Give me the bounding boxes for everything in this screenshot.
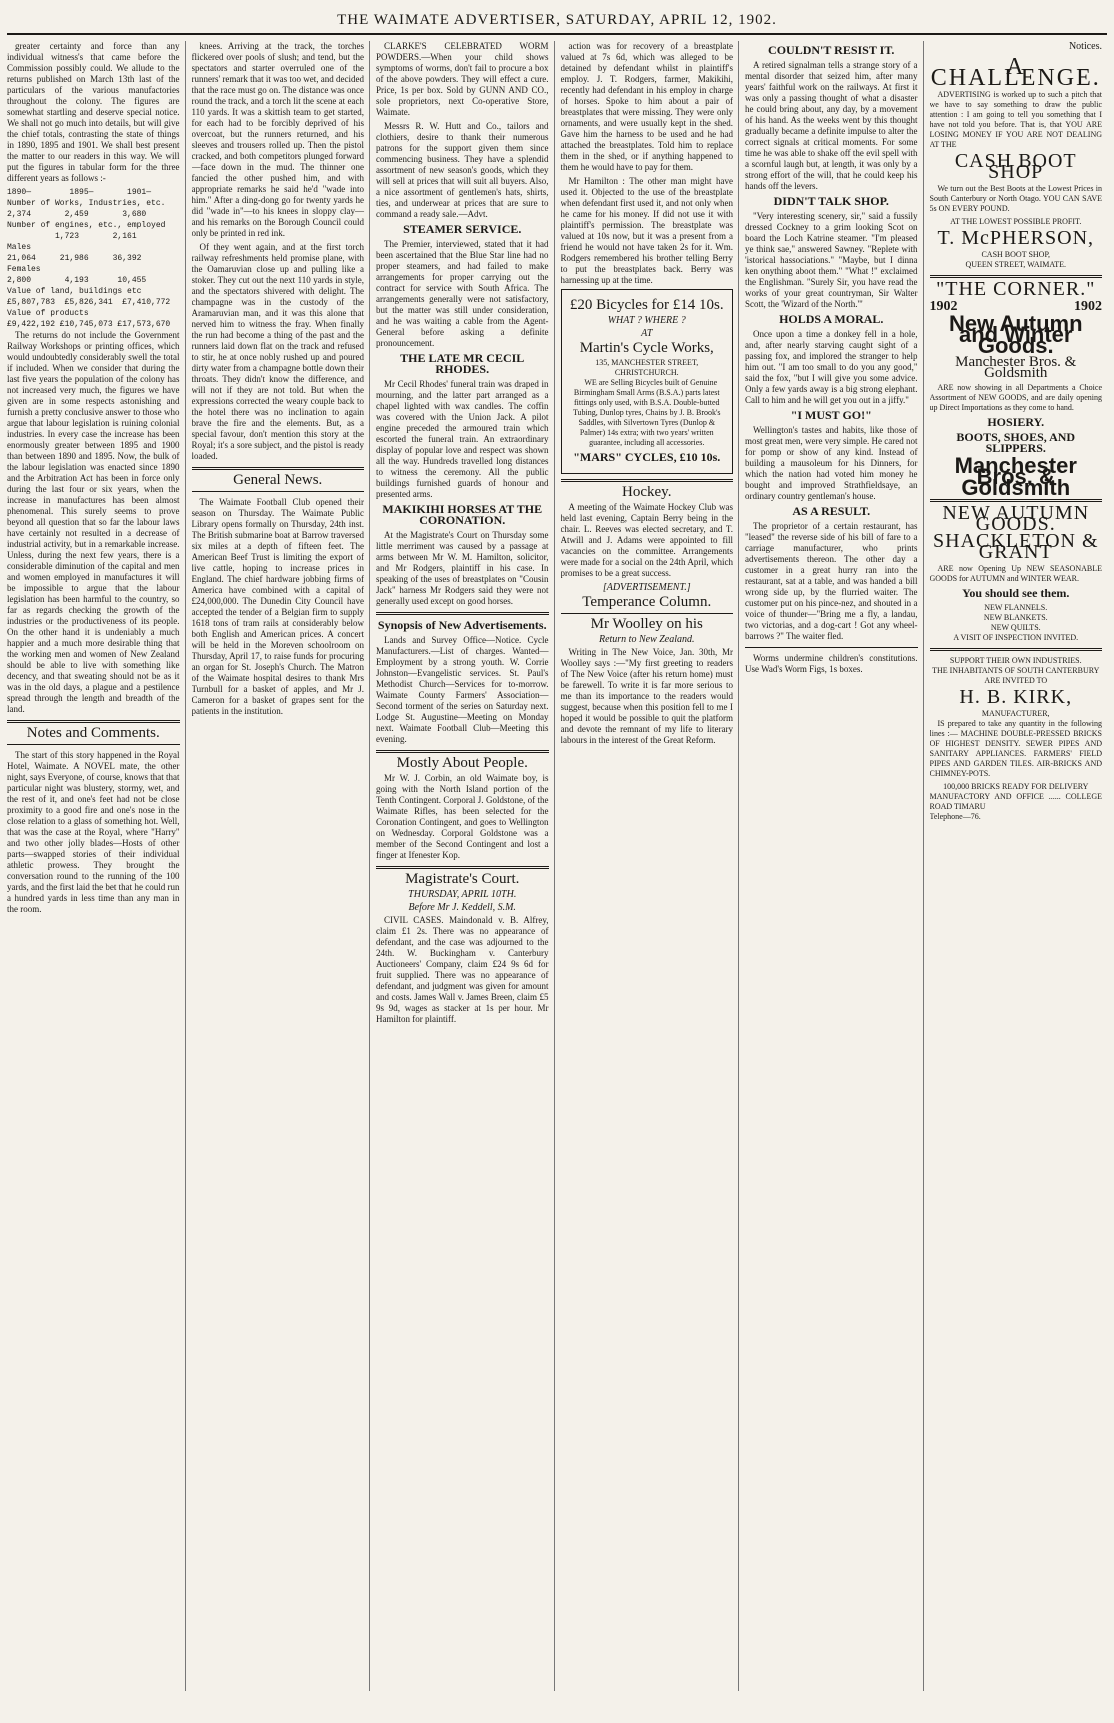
article-text: The start of this story happened in the Royal Hotel, Waimate. A NOVEL mate, the other night, says Everyone, of course, knows that that particular night was blustery, stormy, wet, and the rest of it, and one's feet had not be close proximity to a good fire and one's nose in the close relation to a glass of something hot. Well, that was the case at the Royal, where "Harry" and two other jolly blades—Hosts of other parts—swapped stories of their individual athletic prowess. They brought the conversation round to the running of the 100 yards, and the first laid the bet that he could run a hundred yards in less time than any man in the room. — [7, 750, 180, 914]
cash-boot-address: CASH BOOT SHOP, — [981, 250, 1051, 259]
boots-heading: BOOTS, SHOES, AND SLIPPERS. — [956, 430, 1076, 455]
table-line: Number of Works, Industries, etc. — [7, 199, 166, 208]
table-line: £5,807,783 £5,826,341 £7,410,772 — [7, 298, 171, 307]
shackleton-heading: SHACKLETON & GRANT — [932, 530, 1099, 563]
divider — [745, 647, 918, 648]
table-line: 21,064 21,986 36,392 — [7, 254, 142, 263]
section-heading: Hockey. — [622, 484, 672, 500]
column-1 — [7, 41, 186, 1691]
story-title: DIDN'T TALK SHOP. — [773, 194, 889, 208]
divider — [561, 479, 734, 482]
support-industries: SUPPORT THEIR OWN INDUSTRIES. — [949, 656, 1082, 665]
article-text: The Premier, interviewed, stated that it had been ascertained that the Blue Star line had no proper steamers, and had failed to make arrangements for proper carrying out the contract for service with South Africa. The arrangements generally were not satisfactory, but the matter was still under consideration, and he was waiting a cable from the Agent-General before asking a definite pronouncement. — [376, 239, 549, 348]
kirk-name: H. B. KIRK, — [959, 686, 1073, 708]
article-text: "Very interesting scenery, sir," said a fussily dressed Cockney to a grim looking Scot on board the Loch Katrine steamer. "I'm pleased ye think sae," answered Sawney. "Replete with 'istorical hassociations." "Maybe, but I dinna ken onything aboot them." "What !" exclaimed the Englishman. "Surely Sir, you have read the works of your great countryman, Sir Walter Scott, the 'Wizard of the North.'" — [745, 211, 918, 309]
advertisement-label: [ADVERTISEMENT.] — [602, 582, 691, 593]
article-text: Once upon a time a donkey fell in a hole, and, after nearly starving caught sight of a passing fox, and implored the stranger to help him out. "I am too small to do you any good," said the fox, "but I will give you some advice. Only a few yards away is a big strong elephant. Call to him and he will get you out in a jiffy." — [745, 329, 918, 405]
divider — [376, 750, 549, 753]
story-title: AS A RESULT. — [792, 504, 871, 518]
article-text: Mr Cecil Rhodes' funeral train was draped in mourning, and the latter part arranged as a chapel lighted with wax candles. The coffin was covered with the Union Jack. A pilot engine preceded the armoured train which escorted the funeral train. An extraordinary display of popular love and respect was shown all the way. Hundreds travelled long distances to witness the ceremony. All the public buildings furnished guards of honour and presented arms. — [376, 379, 549, 499]
table-line: 1,723 2,161 — [7, 232, 137, 241]
visit-invitation: A VISIT OF INSPECTION INVITED. — [953, 633, 1079, 642]
bicycle-advertisement — [561, 289, 734, 474]
flannels: NEW FLANNELS. — [984, 603, 1048, 612]
article-text: Of they went again, and at the first torch railway refreshments held promise plane, with the Oamaruvian close up and pulling like a stoker. They cut out the next 110 yards in style, and the spectators shivered with delight. The champagne was in the custody of the Aramaruvian man, and it was this alone that nerved him to witness the fray. When finally the run had become a thing of the past and the runners laid down flat on the track and refused to stir, he at once nobly rushed up and poured dirty water from a champagne bottle down their throats. They didn't know the difference, and will not if they are not told. But when the expressions corrected the weary couple back to the hotel there was no inclination to again brave the fire and the elements. But, as a special favour, don't mention this story at the Royal; it's a sore subject, and the pistol is ready loaded. — [191, 242, 364, 461]
column-3 — [376, 41, 555, 1691]
masthead: THE WAIMATE ADVERTISER, SATURDAY, APRIL 12, 1902. — [7, 6, 1107, 35]
shackleton-text: ARE now Opening Up NEW SEASONABLE GOODS for AUTUMN and WINTER WEAR. — [929, 564, 1102, 583]
table-line: 1890— 1895— 1901— — [7, 188, 152, 197]
article-text: The proprietor of a certain restaurant, has "leased" the reverse side of his bill of fare to a carriage manufacturer, who prints advertisements thereon. The other day a customer in a great hurry ran into the restaurant, sat at a table, and was handed a bill wrong side up, by the flurried waiter. The customer put on his pince-nez, and shouted in a voice of thunder—"Bring me a fly, a landau, two victorias, and a dog-cart ! Got any wheel-barrows ?" The waiter fled. — [745, 521, 918, 641]
challenge-text: ADVERTISING is worked up to such a pitch that we have to say something to draw the public attention : I am going to tell you something that I have not told you before. That is, that YOU ARE LOSING MONEY IF YOU ARE NOT DEALING AT THE — [929, 90, 1102, 149]
the-corner-heading: "THE CORNER." — [936, 278, 1096, 300]
article-text: At the Magistrate's Court on Thursday some little merriment was caused by a passage at arms between Mr W. M. Hamilton, solicitor, and Mr Rodgers, plaintiff in his case. In speaking of the uses of breastplates on "Cousin Jack" harness Mr Rodgers said they were not generally used except on good horses. — [376, 530, 549, 606]
story-title: "I MUST GO!" — [790, 408, 872, 422]
newspaper-page — [7, 6, 1107, 1711]
advertisement-text: Worms undermine children's constitutions. Use Wad's Worm Figs, 1s boxes. — [745, 653, 918, 674]
autumn-winter-heading: New Autumn and Winter Goods. — [948, 311, 1083, 358]
cash-boot-text: We turn out the Best Boots at the Lowest Prices in South Canterbury or North Otago. YOU CAN SAVE 5s ON EVERY POUND. — [929, 184, 1102, 213]
section-heading: Notes and Comments. — [26, 725, 160, 741]
manchester-text: ARE now showing in all Departments a Choice Assortment of NEW GOODS, and are daily opening up Direct Importations as they come to hand. — [929, 383, 1102, 412]
article-text: Lands and Survey Office—Notice. Cycle Manufacturers.—List of charges. Wanted—Employment by a strong youth. W. Corrie Johnston—Evangelistic services. St. Paul's Methodist Church—Services for to-morrow. Waimate County Farmers' Association—Second torment of the series on Saturday next. Lodge St. Augustine—Meeting on Monday next. Waimate Football Club—Meeting this evening. — [376, 635, 549, 744]
column-5 — [745, 41, 924, 1691]
section-heading: Synopsis of New Advertisements. — [377, 618, 547, 632]
article-subtitle: Return to New Zealand. — [598, 634, 695, 645]
notices-label: Notices. — [1068, 41, 1102, 52]
ad-title: £20 Bicycles for £14 10s. — [569, 297, 724, 313]
divider — [930, 648, 1103, 651]
section-heading: Mostly About People. — [396, 755, 528, 771]
divider — [376, 866, 549, 869]
ad-body: WE are Selling Bicycles built of Genuine Birmingham Small Arms (B.S.A.) parts latest fittings only used, with B.S.A. Double-butted Tubing, Dunlop tyres, Chains by J. B. Brook's Saddles, with Silvertown Tyres (Dunlop & Palmer) 14s extra; with two years' written guarantee, including all accessories. — [572, 378, 721, 447]
subheading: STEAMER SERVICE. — [403, 222, 522, 236]
table-line: Value of products — [7, 309, 89, 318]
challenge-heading: A CHALLENGE. — [930, 54, 1101, 91]
statistics-table — [7, 187, 180, 330]
article-text: The returns do not include the Government Railway Workshops or printing offices, which would undoubtedly considerably swell the total if included. When we consider that during the last five years the population of the colony has not increased very much, the figures we have given are in some respects astonishing and furnish a pretty conclusive answer to those who argue that labour legislation is ruining colonial industries. In every case the increase has been enormously greater between 1895 and 1900 than between 1890 and 1895. Now, the bulk of the labour legislation was enacted since 1890 and the Arbitration Act has been in force only during the last four or six years, when the increase in manufactures has been almost phenomenal. This surely seems to prove beyond all question that so far the labour laws have certainly not resulted in a decrease of industrial activity, but in a remarkable increase. Unless, during the next few years, there is a considerable diminution of the capital and men and women employed in manufactures it will be impossible to argue that the labour legislation has been harmful to the country, so far as regards checking the growth of the industries or the productiveness of its people. On the other hand it is undeniably a much happier and a much more desirable thing that the working men and women of New Zealand should be able to live with something like decency, and that sweating should not be as it was in the old days, a plague and a pestilence spread through the length and breadth of the land. — [7, 330, 180, 714]
subheading: THE LATE MR CECIL RHODES. — [400, 351, 525, 376]
year-left: 1902 — [929, 299, 958, 314]
article-text: Mr W. J. Corbin, an old Waimate boy, is going with the North Island portion of the Tenth Contingent. Corporal J. Goldstone, of the Waimate Rifles, has been selected for the Coronation Contingent, and goes to Wellington on Wednesday. Corporal Goldstone was a member of the Second Contingent and lost a finger at Ifenester Kop. — [376, 773, 549, 860]
article-text: A meeting of the Waimate Hockey Club was held last evening, Captain Berry being in the chair. L. Reeves was elected secretary, and T. Atwill and J. Adams were appointed to fill vacancies on the committee. Arrangements were made for a social on the 24th April, which promises to be a great success. — [560, 502, 733, 578]
ad-address: 135, MANCHESTER STREET, CHRISTCHURCH. — [595, 358, 699, 377]
table-line: Number of engines, etc., employed — [7, 221, 166, 230]
article-text: Mr Hamilton : The other man might have used it. Objected to the use of the breastplate when defendant first used it, and not only when he came for his money. If did not use it with plaintiff's permission. The breastplate was valued at 10s now, but it was a present from a friend he would not have taken 2s for it. Wm. Rodgers remembered his brother telling Berry to put the breastplates back. Berry was harnessing up at the time. — [560, 176, 733, 285]
section-heading: Temperance Column. — [582, 594, 712, 610]
section-heading: General News. — [233, 472, 323, 488]
article-text: The Waimate Football Club opened their season on Thursday. The Waimate Public Library opens formally on Thursday, 24th inst. The British submarine boat at Barrow traversed six miles at a depth of fifteen feet. The American Beef Trust is limiting the export of live cattle, hoping to increase prices in England. The chief hardware jobbing firms of America have combined with a capital of £24,000,000. The Dunedin City Council have accepted the tender of a Belgian firm to supply 1618 tons of tram rails at considerably below both English and American prices. A concert will be held in the Moreven schoolroom on Thursday, April 17, to raise funds for procuring an organ for St. Joseph's Church. The Matron of the Waimate hospital desires to thank Mrs Turnbull for a basket of apples, and Mr J. Cameron for a basket of grapes sent for the patients in the institution. — [191, 497, 364, 716]
quilts: NEW QUILTS. — [990, 623, 1041, 632]
advertisement-text: CLARKE'S CELEBRATED WORM POWDERS.—When your child shows symptoms of worms, don't fail to procure a box of the above powders. They will effect a cure. Price, 1s per box. Sold by GUNN AND CO., sole proprietors, next Co-operative Store, Waimate. — [376, 41, 549, 117]
column-6 — [930, 41, 1108, 1691]
ad-mars: "MARS" CYCLES, £10 10s. — [573, 450, 721, 464]
table-line: Males — [7, 243, 32, 252]
ad-at: AT — [641, 328, 653, 339]
article-title: Mr Woolley on his — [590, 616, 703, 632]
columns — [7, 41, 1107, 1691]
bricks-ready: 100,000 BRICKS READY FOR DELIVERY — [943, 782, 1089, 791]
divider — [376, 612, 549, 615]
article-text: CIVIL CASES. Maindonald v. B. Alfrey, claim £1 2s. There was no appearance of defendant, and the case was adjourned to the 24th. W. Buckingham v. Canterbury Auctioneers' Company, claim £24 9s 6d for fruit supplied. There was no appearance of defendant, and judgment was given for amount and costs. James Wall v. James Breen, claim £5 9s 9d, wages as stacker at 1s per hour. Mr Hamilton for plaintiff. — [376, 915, 549, 1024]
table-line: Females — [7, 265, 41, 274]
divider — [192, 467, 365, 470]
queen-street: QUEEN STREET, WAIMATE. — [965, 260, 1067, 269]
inhabitants-line: THE INHABITANTS OF SOUTH CANTERBURY ARE INVITED TO — [932, 666, 1100, 685]
article-text: greater certainty and force than any individual witness's that came before the Commission possibly could. We allude to the returns published on March 13th last of the particulars of the various manufactories throughout the colony. The figures are somewhat startling and deserve special notice. We shall not go much into details, but will give the chief totals, contrasting the state of things in 1890, 1895 and 1901. We shall best present the matter to our readers in this way. We will put the figures in tabular form for the three different years as follows :- — [7, 41, 180, 183]
table-line: £9,422,192 £10,745,073 £17,573,670 — [7, 320, 171, 329]
manchester-heading: Manchester Bros. & Goldsmith — [955, 354, 1077, 381]
court-date: THURSDAY, APRIL 10TH. — [408, 889, 517, 900]
article-text: A retired signalman tells a strange story of a mental disorder that seized him, after many years' faithful work on the railways. At first it was only a passing thought of what a disaster he could bring about, any day, by a movement of his hand. As the weeks went by this thought gradually became a definite impulse to alter the correct signals at critical moments. For some time he was able to shake off the evil spell with a scornful laugh but, at length, it was only by a strong effort of the will, that he could keep his hands off the levers. — [745, 60, 918, 191]
advertisement-text: Messrs R. W. Hutt and Co., tailors and clothiers, desire to thank their numerous patrons for the support given them since commencing business. They have a splendid assortment of new season's goods, which they will sell at prices that will suit all buyers. Also, a nice assortment of gentlemen's hats, shirts, ties, and underwear at prices that are sure to command a ready sale.—Advt. — [376, 121, 549, 219]
subheading: MAKIKIHI HORSES AT THE CORONATION. — [382, 502, 543, 527]
manufacturer-label: MANUFACTURER, — [981, 709, 1050, 718]
new-autumn-heading: NEW AUTUMN GOODS. — [942, 502, 1090, 535]
article-text: action was for recovery of a breastplate valued at 7s 6d, which was alleged to be detained by defendant whilst in plaintiff's employ. J. T. Rodgers, farmer, Makikihi, recently had defendant in his employ in charge of horses. Spoke to him about a pair of breastplates that were missing. They were only ornaments, and were usually kept in the shed. Gave him the harness to be used and he had attached the breastplates. Told him to replace them in the shed, or if anything happened to them he would have to pay for them. — [560, 41, 733, 172]
factory-office: MANUFACTORY AND OFFICE ...... COLLEGE ROAD TIMARU — [929, 792, 1102, 811]
section-heading: Magistrate's Court. — [405, 871, 520, 887]
ad-subtitle: WHAT ? WHERE ? — [607, 315, 686, 326]
divider — [7, 720, 180, 723]
article-text: Writing in The New Voice, Jan. 30th, Mr Woolley says :—"My first greeting to readers of The New Voice (after his return home) must be farewell. To write it is far more serious to me than its importance to the readers would suggest, because when this position fell to me I hoped it would be possible to quit the platform and devote the remnant of my life to literary labours in the interest of the Great Reform. — [560, 647, 733, 745]
table-line: 2,374 2,459 3,680 — [7, 210, 147, 219]
table-line: 2,800 4,193 10,455 — [7, 276, 147, 285]
manchester-bold-heading: Manchester Bros. & Goldsmith — [954, 453, 1077, 500]
column-2 — [192, 41, 371, 1691]
ad-firm: Martin's Cycle Works, — [579, 340, 714, 356]
article-text: Wellington's tastes and habits, like those of most great men, were very simple. He cared not for pomp or show of any kind. Instead of building a mausoleum for his Dinners, for which the nation had voted him money he bought and improved Strathfieldsaye, an ordinary country gentleman's house. — [745, 425, 918, 501]
telephone: Telephone—76. — [929, 812, 981, 821]
story-title: HOLDS A MORAL. — [779, 312, 884, 326]
blankets: NEW BLANKETS. — [983, 613, 1048, 622]
cash-boot-shop-heading: CASH BOOT SHOP — [954, 150, 1077, 183]
divider — [561, 613, 734, 614]
divider — [192, 491, 365, 492]
story-title: COULDN'T RESIST IT. — [768, 43, 895, 57]
lowest-profit: AT THE LOWEST POSSIBLE PROFIT. — [950, 217, 1082, 226]
mcpherson-name: T. McPHERSON, — [937, 227, 1095, 249]
hosiery-heading: HOSIERY. — [987, 415, 1045, 429]
article-text: knees. Arriving at the track, the torches flickered over pools of slush; and tend, but the spectators and starter overruled one of the runners' remark that it was too wet, and decided that the race must go on. The distance was once round the track, and a torch lit the scene at each 110 yards. It was a skittish team to get started, for each had to be forcibly deprived of his overcoat, but the runners returned, and his sleeves and trousers rolled up. Then the pistol cracked, and both competitors plunged forward—face down in the mud. The thinner one fancied the other pushed him, and with appropriate remarks he said he'd "wade into him." After a ding-dong go for twenty yards he did "wade in"—to his knees in sloppy clay—and his remarks on the Borough Council could only be printed in red ink. — [191, 41, 364, 238]
court-magistrate: Before Mr J. Keddell, S.M. — [408, 902, 516, 913]
kirk-text: IS prepared to take any quantity in the following lines :— MACHINE DOUBLE-PRESSED BRICKS OF HIGHEST DENSITY. SEWER PIPES AND SANITARY APPLIANCES. FARMERS' FIELD PIPES AND GARDEN TILES. AIR-BRICKS AND CHIMNEY-POTS. — [929, 719, 1102, 778]
see-them: You should see them. — [962, 586, 1070, 600]
table-line: Value of land, buildings etc — [7, 287, 142, 296]
column-4 — [561, 41, 740, 1691]
year-right: 1902 — [1074, 299, 1102, 314]
divider — [7, 744, 180, 745]
